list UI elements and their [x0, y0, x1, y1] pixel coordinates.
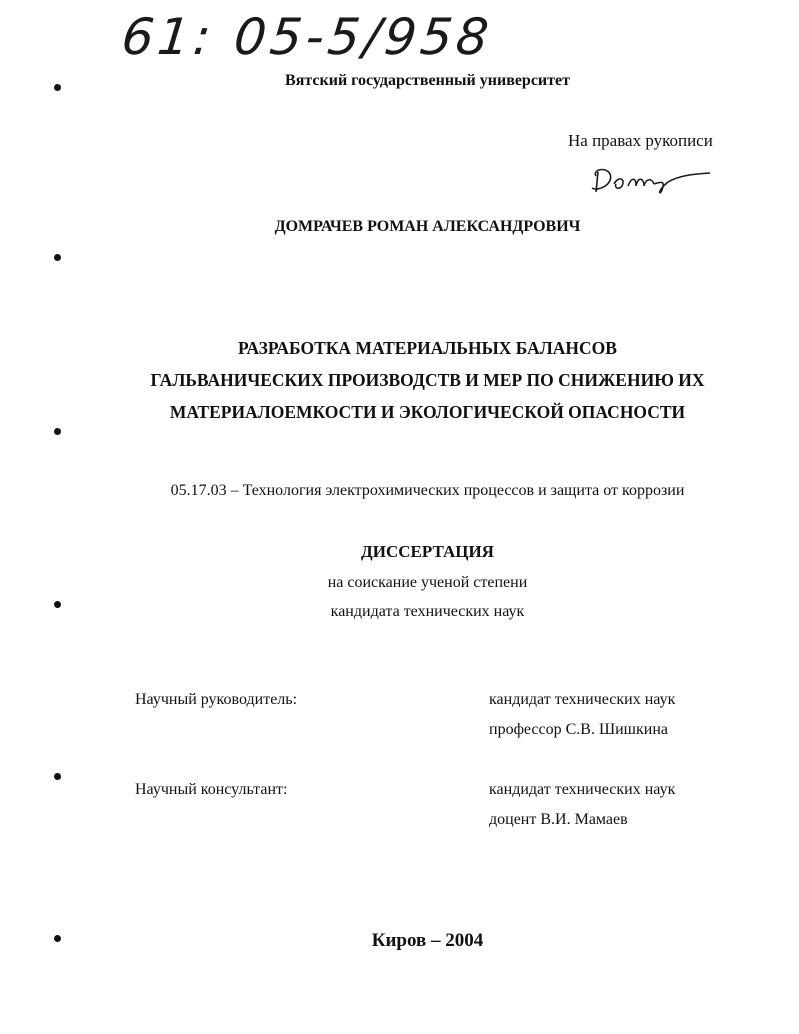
title-line: МАТЕРИАЛОЕМКОСТИ И ЭКОЛОГИЧЕСКОЙ ОПАСНОСТИ	[169, 402, 686, 422]
work-type-heading: ДИССЕРТАЦИЯ	[361, 542, 494, 561]
degree-line-2: кандидата технических наук	[330, 603, 525, 620]
consultant-label: Научный консультант:	[135, 781, 288, 798]
consultant-name: доцент В.И. Мамаев	[489, 811, 628, 828]
margin-binding-dot	[54, 428, 61, 435]
title-line: ГАЛЬВАНИЧЕСКИХ ПРОИЗВОДСТВ И МЕР ПО СНИЖЕНИЮ ИХ	[150, 370, 705, 390]
margin-binding-dot	[54, 254, 61, 261]
degree-line-1: на соискание ученой степени	[327, 574, 528, 591]
specialty-code: 05.17.03 – Технология электрохимических процессов и защита от коррозии	[170, 482, 685, 499]
manuscript-rights-note: На правах рукописи	[568, 131, 713, 150]
university-name: Вятский государственный университет	[285, 72, 570, 89]
dissertation-title	[0, 332, 799, 428]
author-name: ДОМРАЧЕВ РОМАН АЛЕКСАНДРОВИЧ	[274, 218, 581, 235]
supervisor-label: Научный руководитель:	[135, 691, 298, 708]
margin-binding-dot	[54, 773, 61, 780]
title-line: РАЗРАБОТКА МАТЕРИАЛЬНЫХ БАЛАНСОВ	[238, 338, 617, 358]
supervisor-degree: кандидат технических наук	[489, 691, 676, 708]
supervisor-name: профессор С.В. Шишкина	[489, 721, 668, 738]
consultant-degree: кандидат технических наук	[489, 781, 676, 798]
author-signature	[588, 162, 713, 198]
city-year: Киров – 2004	[371, 930, 484, 951]
handwritten-archive-number: 61: 05-5/958	[118, 8, 496, 66]
